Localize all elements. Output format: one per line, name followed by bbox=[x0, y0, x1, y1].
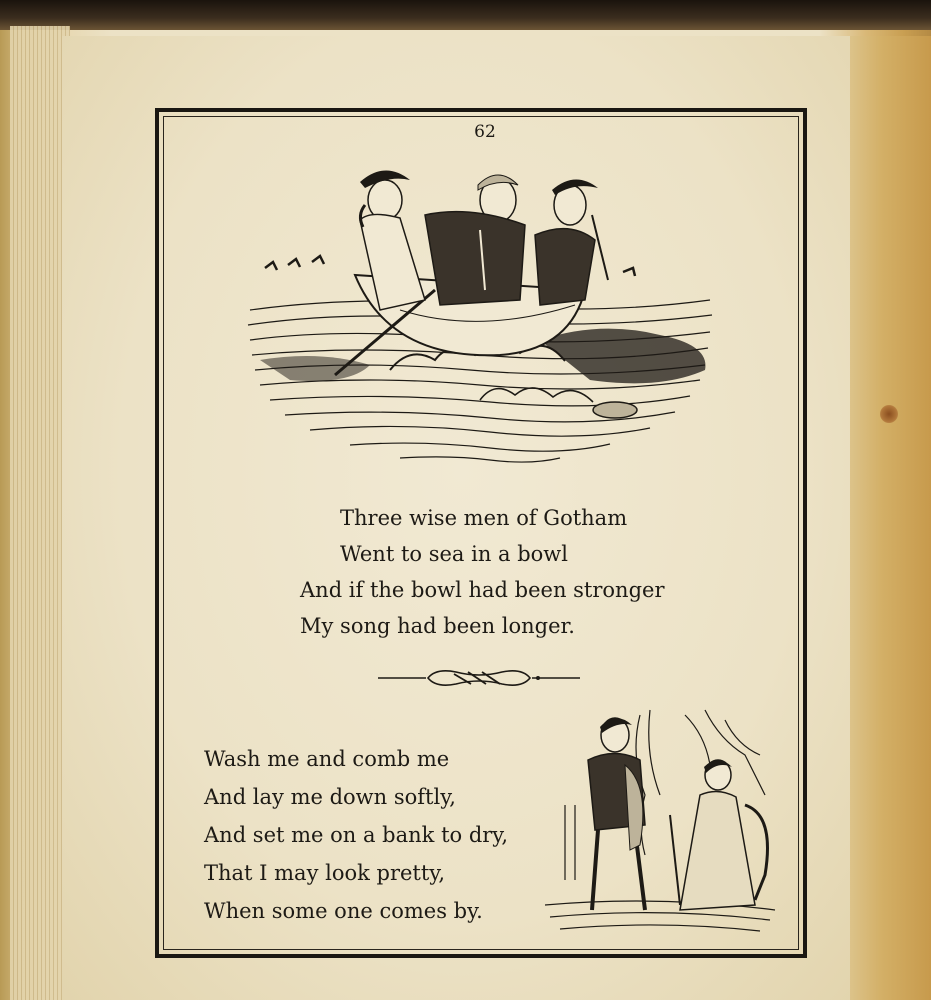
verse-line: And set me on a bank to dry, bbox=[204, 823, 509, 847]
wash-me-verse bbox=[204, 740, 508, 930]
ornament-divider bbox=[376, 664, 582, 692]
book-top-edge bbox=[0, 0, 931, 30]
verse-line: And lay me down softly, bbox=[204, 785, 456, 809]
page-number: 62 bbox=[474, 122, 496, 142]
page-stack-edge bbox=[10, 26, 70, 1000]
verse-line: My song had been longer. bbox=[300, 614, 575, 638]
couple-illustration bbox=[540, 705, 780, 945]
wise-men-in-bowl-illustration bbox=[240, 160, 720, 475]
gotham-verse bbox=[300, 500, 665, 644]
verse-line: Went to sea in a bowl bbox=[340, 542, 568, 566]
paper-stain bbox=[880, 405, 898, 423]
verse-line: Wash me and comb me bbox=[204, 747, 450, 771]
verse-line: Three wise men of Gotham bbox=[340, 506, 628, 530]
verse-line: That I may look pretty, bbox=[204, 861, 446, 885]
verse-line: When some one comes by. bbox=[204, 899, 483, 923]
page-right-margin bbox=[850, 36, 931, 1000]
verse-line: And if the bowl had been stronger bbox=[300, 578, 665, 602]
